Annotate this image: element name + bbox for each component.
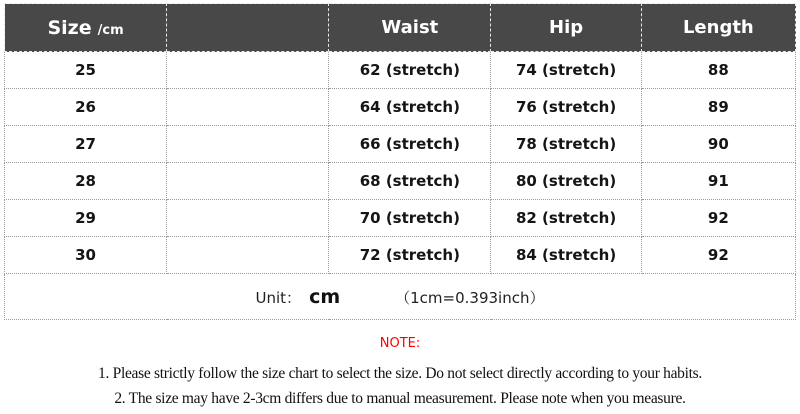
note-line: 1. Please strictly follow the size chart to select the size. Do not select directly according to your habits. — [98, 365, 702, 382]
note-line: 2. The size may have 2-3cm differs due to manual measurement. Please note when you measure. — [114, 390, 686, 407]
unit-label: Unit： — [255, 288, 302, 307]
length-cell: 89 — [641, 89, 795, 126]
size-cell: 30 — [5, 237, 167, 274]
unit-conversion: （1cm=0.393inch） — [395, 288, 545, 307]
header-size-label: Size — [47, 16, 92, 39]
length-cell: 92 — [641, 237, 795, 274]
hip-cell: 84 (stretch) — [491, 237, 641, 274]
header-waist: Waist — [329, 4, 491, 52]
header-hip: Hip — [491, 4, 641, 52]
waist-cell: 72 (stretch) — [329, 237, 491, 274]
length-cell: 90 — [641, 126, 795, 163]
table-row — [5, 163, 796, 200]
unit-cell — [5, 274, 796, 320]
note-title: NOTE: — [379, 336, 421, 351]
hip-cell: 74 (stretch) — [491, 52, 641, 89]
unit-row — [5, 274, 796, 320]
length-cell: 88 — [641, 52, 795, 89]
size-chart-table — [4, 3, 796, 320]
length-cell: 91 — [641, 163, 795, 200]
hip-cell: 76 (stretch) — [491, 89, 641, 126]
empty-cell — [167, 163, 329, 200]
size-cell: 27 — [5, 126, 167, 163]
size-cell: 25 — [5, 52, 167, 89]
size-cell: 26 — [5, 89, 167, 126]
header-size — [5, 4, 167, 52]
hip-cell: 82 (stretch) — [491, 200, 641, 237]
hip-cell: 78 (stretch) — [491, 126, 641, 163]
waist-cell: 70 (stretch) — [329, 200, 491, 237]
size-cell: 29 — [5, 200, 167, 237]
size-cell: 28 — [5, 163, 167, 200]
empty-cell — [167, 237, 329, 274]
empty-cell — [167, 52, 329, 89]
waist-cell: 68 (stretch) — [329, 163, 491, 200]
table-row — [5, 126, 796, 163]
header-length: Length — [641, 4, 795, 52]
waist-cell: 62 (stretch) — [329, 52, 491, 89]
table-row — [5, 200, 796, 237]
table-row — [5, 52, 796, 89]
notes-section — [0, 336, 800, 411]
waist-cell: 64 (stretch) — [329, 89, 491, 126]
empty-cell — [167, 89, 329, 126]
header-row — [5, 4, 796, 52]
empty-cell — [167, 200, 329, 237]
empty-cell — [167, 126, 329, 163]
waist-cell: 66 (stretch) — [329, 126, 491, 163]
length-cell: 92 — [641, 200, 795, 237]
header-empty — [167, 4, 329, 52]
unit-value: cm — [309, 285, 341, 308]
hip-cell: 80 (stretch) — [491, 163, 641, 200]
header-size-unit: /cm — [97, 22, 124, 38]
table-row — [5, 89, 796, 126]
table-row — [5, 237, 796, 274]
